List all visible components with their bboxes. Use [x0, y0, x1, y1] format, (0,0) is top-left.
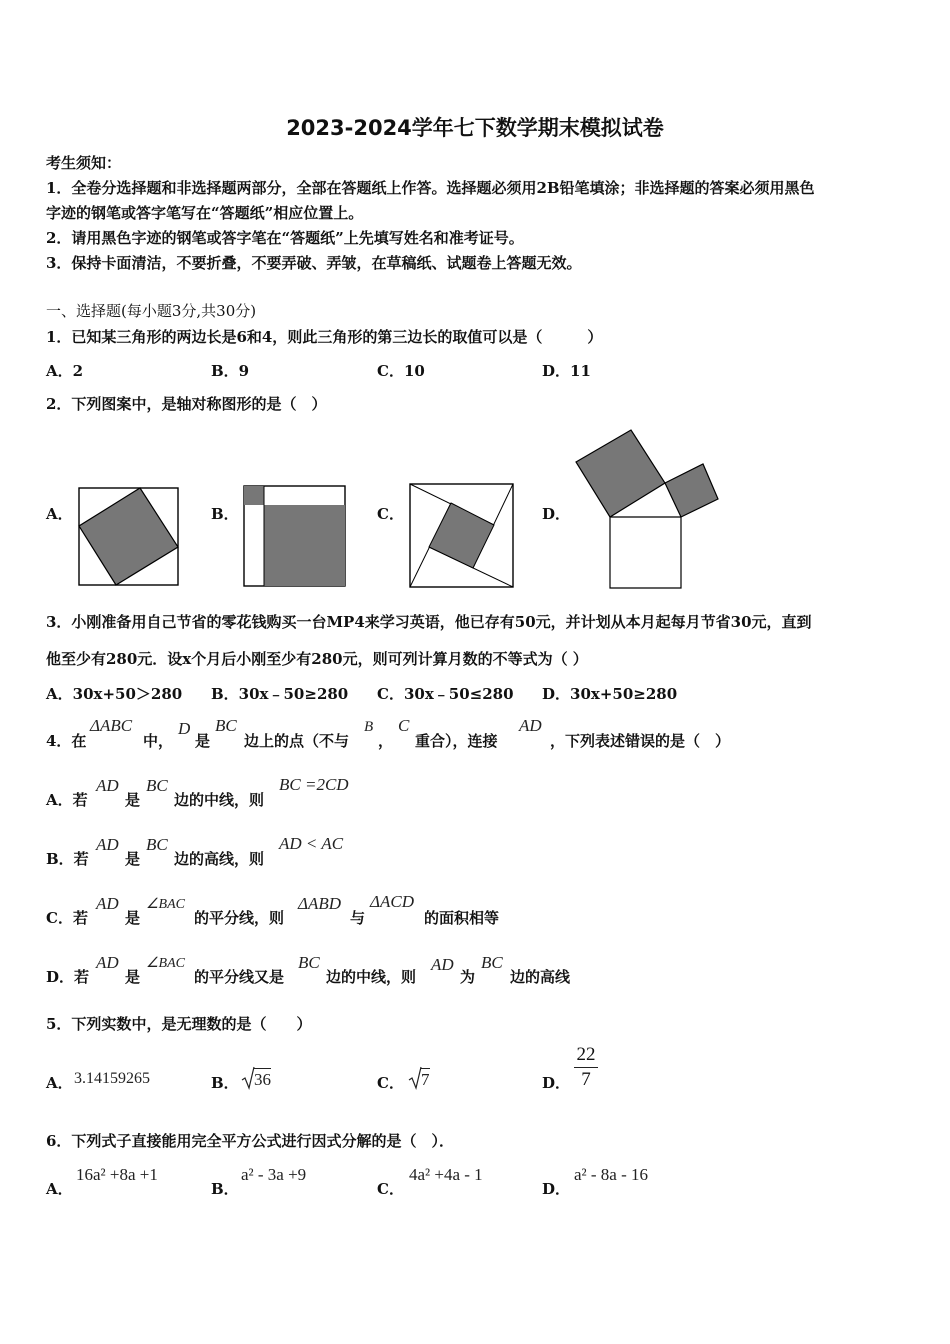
q4-segment-ad: AD	[519, 716, 542, 735]
q4-option-a-formula: BC =2CD	[279, 775, 349, 794]
q4-option-c-text-4: 的面积相等	[424, 909, 500, 927]
q2-option-c[interactable]: C．	[377, 505, 404, 523]
q5-option-a-label[interactable]: A．	[46, 1074, 73, 1092]
q5-option-a-value: 3.14159265	[74, 1070, 150, 1087]
q4-option-a-bc: BC	[146, 776, 168, 795]
sqrt-icon	[241, 1066, 255, 1090]
q5-stem: 5．下列实数中，是无理数的是（ ）	[46, 1015, 312, 1033]
q5-option-d-label[interactable]: D．	[542, 1074, 571, 1092]
q4-option-b-text-2: 边的高线，则	[174, 850, 265, 868]
q4-point-b: B	[364, 719, 374, 735]
page-title: 2023-2024学年七下数学期末模拟试卷	[286, 116, 664, 140]
q4-point-c: C	[398, 716, 410, 735]
q2-stem: 2．下列图案中，是轴对称图形的是（ ）	[46, 395, 327, 413]
notice-line-1a: 1．全卷分选择题和非选择题两部分，全部在答题纸上作答。选择题必须用2B铅笔填涂；非选择题的答案必须用黑色	[46, 179, 815, 197]
q6-option-d-value: a² - 8a - 16	[574, 1165, 649, 1184]
q1-option-a[interactable]: A．2	[46, 362, 84, 380]
q4-stem-part-2: 中，	[143, 732, 174, 750]
q3-option-a[interactable]: A．30x+50＞280	[46, 685, 183, 703]
fraction-numerator: 22	[576, 1044, 596, 1065]
q4-option-b-ad: AD	[96, 835, 119, 854]
q4-option-c-ad: AD	[96, 894, 119, 913]
notice-heading: 考生须知：	[46, 154, 122, 172]
q4-stem-part-1: 4．在	[46, 732, 87, 750]
q1-option-c[interactable]: C．10	[377, 362, 425, 380]
q3-stem-line-1: 3．小刚准备用自己节省的零花钱购买一台MP4来学习英语，他已存有50元，并计划从本月起每月节省30元，直到	[46, 613, 812, 631]
q4-option-c-text-2: 的平分线，则	[194, 909, 285, 927]
q4-segment-bc: BC	[215, 716, 237, 735]
q6-option-c-value: 4a² +4a - 1	[409, 1165, 483, 1184]
q4-option-d-angle: ∠BAC	[146, 956, 185, 971]
q4-triangle-abc: ΔABC	[90, 716, 133, 735]
figure-a	[78, 487, 180, 587]
q4-option-d-text-5: 边的高线	[510, 968, 571, 986]
q4-stem-part-7: ，下列表述错误的是（ ）	[550, 732, 731, 750]
q6-option-b-value: a² - 3a +9	[241, 1165, 307, 1184]
q2-option-d[interactable]: D．	[542, 505, 571, 523]
q2-option-a[interactable]: A．	[46, 505, 73, 523]
q6-option-b-label[interactable]: B．	[211, 1180, 239, 1198]
q4-stem-part-3: 是	[195, 732, 211, 750]
fraction-denominator: 7	[581, 1069, 591, 1090]
q6-stem: 6．下列式子直接能用完全平方公式进行因式分解的是（ ）．	[46, 1132, 454, 1150]
q4-option-b-bc: BC	[146, 835, 168, 854]
q4-option-c-label[interactable]: C．若	[46, 909, 88, 927]
figure-c	[409, 483, 515, 589]
q6-option-a-value: 16a² +8a +1	[76, 1165, 158, 1184]
q4-option-b-formula: AD < AC	[279, 834, 344, 853]
notice-line-1b: 字迹的钢笔或答字笔写在“答题纸”相应位置上。	[46, 204, 364, 222]
q3-option-c[interactable]: C．30x﹣50≤280	[377, 685, 514, 703]
q3-option-d[interactable]: D．30x+50≥280	[542, 685, 678, 703]
q4-option-c-angle: ∠BAC	[146, 897, 185, 912]
q5-option-b-value: 36	[254, 1070, 271, 1089]
figure-b	[243, 485, 347, 588]
q3-option-b[interactable]: B．30x﹣50≥280	[211, 685, 349, 703]
q4-option-c-triangle-abd: ΔABD	[298, 894, 342, 913]
q4-option-d-bc-2: BC	[481, 953, 503, 972]
q1-option-b[interactable]: B．9	[211, 362, 250, 380]
q6-option-a-label[interactable]: A．	[46, 1180, 73, 1198]
q4-option-c-triangle-acd: ΔACD	[370, 892, 414, 911]
q5-option-b-label[interactable]: B．	[211, 1074, 239, 1092]
q5-option-c-value: 7	[421, 1070, 430, 1089]
q4-stem-part-6: 重合），连接	[415, 732, 498, 750]
q4-option-c-text-1: 是	[125, 909, 141, 927]
q1-option-d[interactable]: D．11	[542, 362, 591, 380]
q4-stem-part-5: ，	[378, 732, 394, 750]
q4-point-d: D	[178, 719, 191, 738]
q4-option-a-label[interactable]: A．若	[46, 791, 88, 809]
q1-stem: 1．已知某三角形的两边长是6和4，则此三角形的第三边长的取值可以是（ ）	[46, 328, 603, 346]
q4-stem-part-4: 边上的点（不与	[244, 732, 350, 750]
q4-option-b-label[interactable]: B．若	[46, 850, 89, 868]
sqrt-icon	[408, 1066, 422, 1090]
q5-option-d-fraction	[574, 1044, 598, 1091]
notice-line-3: 3．保持卡面清洁，不要折叠，不要弄破、弄皱，在草稿纸、试题卷上答题无效。	[46, 254, 582, 272]
q4-option-a-text-2: 边的中线，则	[174, 791, 265, 809]
q4-option-c-text-3: 与	[350, 909, 366, 927]
q6-option-c-label[interactable]: C．	[377, 1180, 404, 1198]
q4-option-d-bc-1: BC	[298, 953, 320, 972]
q4-option-a-ad: AD	[96, 776, 119, 795]
q4-option-d-text-2: 的平分线又是	[194, 968, 285, 986]
q6-option-d-label[interactable]: D．	[542, 1180, 571, 1198]
q2-option-b[interactable]: B．	[211, 505, 239, 523]
q4-option-d-text-3: 边的中线，则	[326, 968, 417, 986]
q4-option-d-ad-2: AD	[431, 955, 454, 974]
q4-option-b-text-1: 是	[125, 850, 141, 868]
q4-option-d-text-4: 为	[460, 968, 476, 986]
q4-option-a-text-1: 是	[125, 791, 141, 809]
q5-option-c-label[interactable]: C．	[377, 1074, 404, 1092]
q4-option-d-label[interactable]: D．若	[46, 968, 90, 986]
q4-option-d-ad: AD	[96, 953, 119, 972]
notice-line-2: 2．请用黑色字迹的钢笔或答字笔在“答题纸”上先填写姓名和准考证号。	[46, 229, 524, 247]
q4-option-d-text-1: 是	[125, 968, 141, 986]
section-heading: 一、选择题(每小题3分,共30分)	[46, 302, 257, 320]
figure-d	[575, 428, 721, 590]
q3-stem-line-2: 他至少有280元．设x个月后小刚至少有280元，则可列计算月数的不等式为（ ）	[46, 650, 588, 668]
